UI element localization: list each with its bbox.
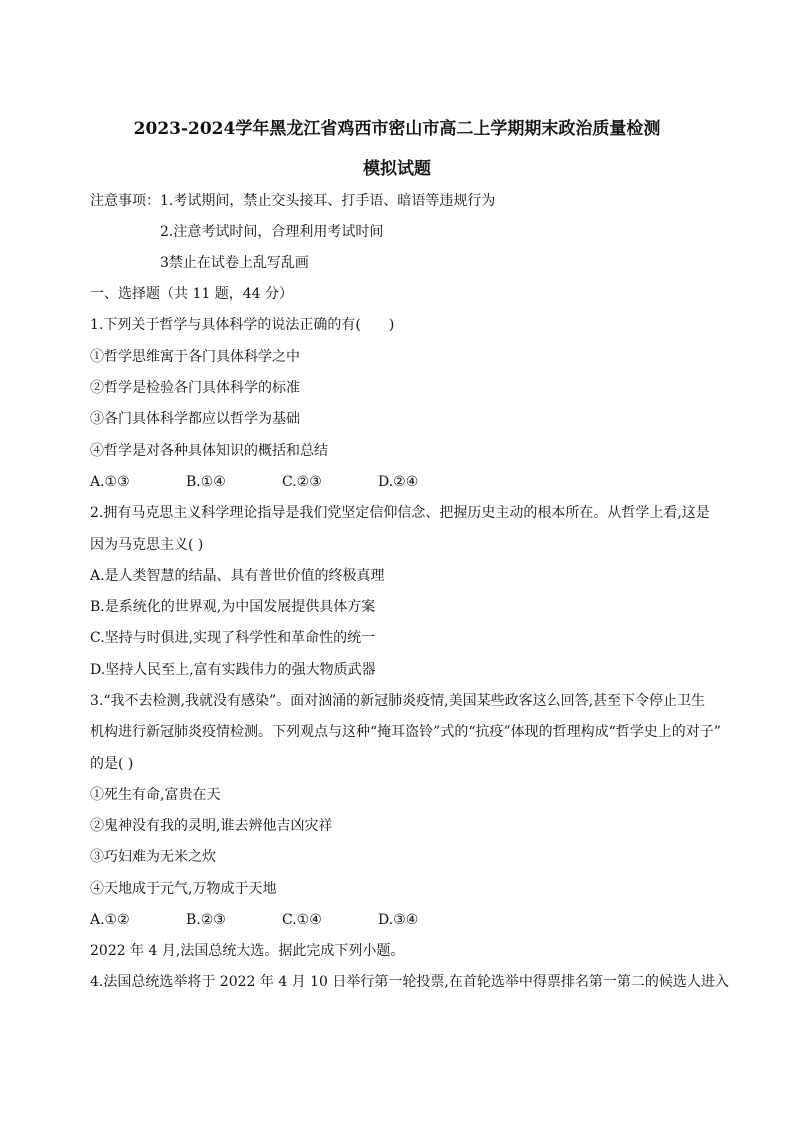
question-1-statement: ②哲学是检验各门具体科学的标准 [90,380,300,396]
question-1-options [90,472,418,492]
material-intro: 2022 年 4 月,法国总统大选。据此完成下列小题。 [90,943,405,959]
question-3-stem: 3.“我不去检测,我就没有感染”。面对汹涌的新冠肺炎疫情,美国某些政客这么回答,甚至下令停止卫生 [90,693,706,709]
question-1-statement: ④哲学是对各种具体知识的概括和总结 [90,443,328,459]
option-d: D.②④ [378,474,419,490]
section-heading: 一、选择题（共 11 题，44 分） [90,286,293,302]
question-3-options [90,910,418,930]
notice-item-2: 2.注意考试时间，合理利用考试时间 [160,224,384,240]
question-2-choice-a: A.是人类智慧的结晶、具有普世价值的终极真理 [90,568,385,584]
option-a: A.①③ [90,474,130,490]
option-c: C.①④ [282,912,322,928]
option-d: D.③④ [378,912,419,928]
question-2-choice-c: C.坚持与时俱进,实现了科学性和革命性的统一 [90,630,376,646]
question-2-stem: 因为马克思主义( ) [90,537,204,553]
question-4-stem: 4.法国总统选举将于 2022 年 4 月 10 日举行第一轮投票,在首轮选举中得票排名第一第二的候选人进入 [90,974,729,990]
question-3-statement: ④天地成于元气,万物成于天地 [90,881,277,897]
question-3-statement: ①死生有命,富贵在天 [90,787,221,803]
exam-title-line1: 2023-2024学年黑龙江省鸡西市密山市高二上学期期末政治质量检测 [133,119,661,139]
question-3-stem: 机构进行新冠肺炎疫情检测。下列观点与这种“掩耳盗铃”式的“抗疫”体现的哲理构成“哲学史上的对子” [90,724,721,740]
option-b: B.②③ [186,912,226,928]
notice-item-3: 3禁止在试卷上乱写乱画 [160,255,309,271]
option-b: B.①④ [186,474,226,490]
question-1-statement: ①哲学思维寓于各门具体科学之中 [90,349,300,365]
question-1-statement: ③各门具体科学都应以哲学为基础 [90,411,300,427]
question-3-statement: ②鬼神没有我的灵明,谁去辨他吉凶灾祥 [90,818,333,834]
option-c: C.②③ [282,474,322,490]
question-2-choice-b: B.是系统化的世界观,为中国发展提供具体方案 [90,599,376,615]
question-2-stem: 2.拥有马克思主义科学理论指导是我们党坚定信仰信念、把握历史主动的根本所在。从哲学上看,这是 [90,505,710,521]
question-3-statement: ③巧妇难为无米之炊 [90,849,216,865]
exam-title-line2: 模拟试题 [363,159,431,179]
question-1-stem: 1.下列关于哲学与具体科学的说法正确的有( ) [90,317,395,333]
option-a: A.①② [90,912,130,928]
question-3-stem: 的是( ) [90,756,134,772]
notice-item-1: 注意事项：1.考试期间，禁止交头接耳、打手语、暗语等违规行为 [90,193,496,209]
question-2-choice-d: D.坚持人民至上,富有实践伟力的强大物质武器 [90,662,376,678]
